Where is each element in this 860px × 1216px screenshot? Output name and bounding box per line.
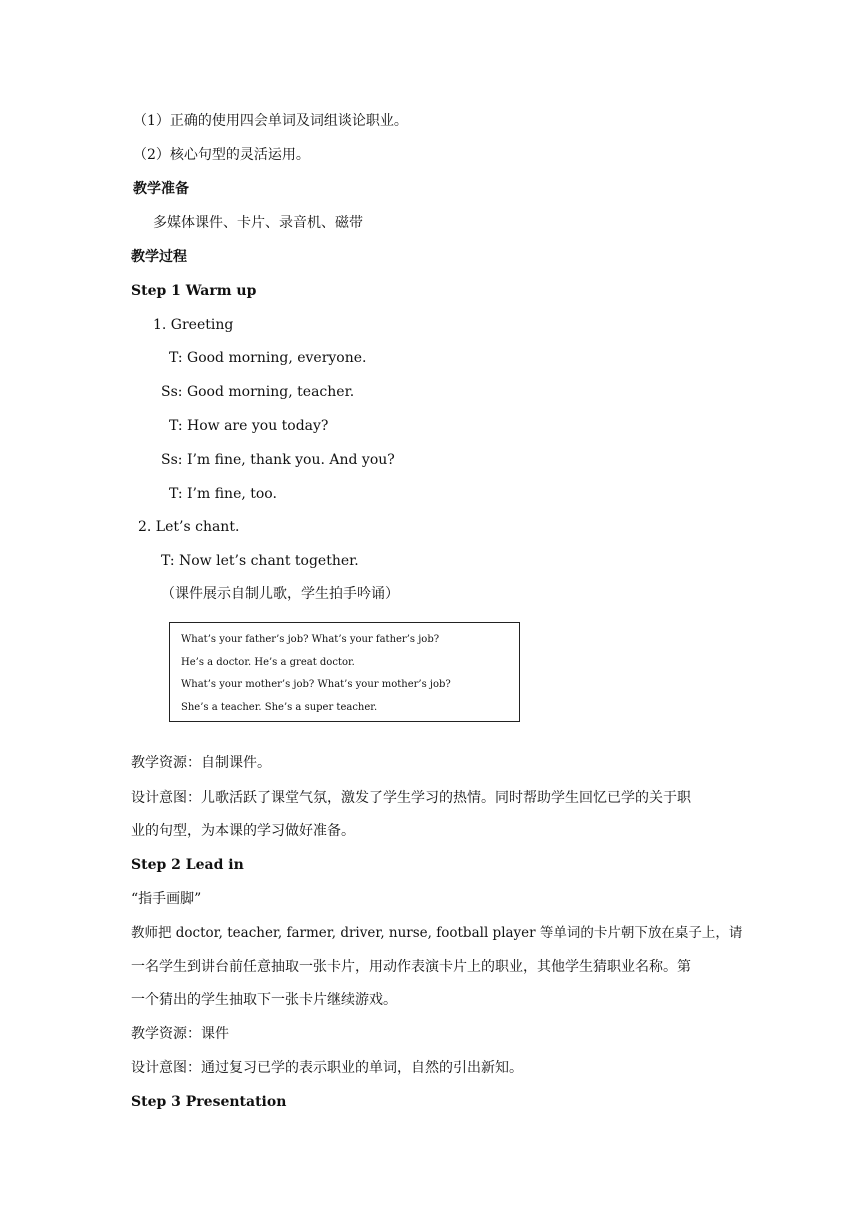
objective-2: （2）核心句型的灵活运用。 — [133, 147, 310, 163]
game-desc-line-1: 教师把 doctor, teacher, farmer, driver, nurse, football player 等单词的卡片朝下放在桌子上，请 — [131, 925, 743, 941]
chant-line: He’s a doctor. He’s a great doctor. — [181, 656, 355, 668]
dialogue-line: Ss: I’m fine, thank you. And you? — [161, 452, 395, 468]
prep-text: 多媒体课件、卡片、录音机、磁带 — [153, 215, 363, 231]
prep-heading: 教学准备 — [133, 181, 189, 197]
process-heading: 教学过程 — [131, 249, 187, 265]
step1-heading: Step 1 Warm up — [131, 283, 257, 299]
intent-1-line-2: 业的句型，为本课的学习做好准备。 — [131, 823, 355, 839]
game-desc-line-2: 一名学生到讲台前任意抽取一张卡片，用动作表演卡片上的职业，其他学生猜职业名称。第 — [131, 959, 691, 975]
dialogue-line: T: Good morning, everyone. — [169, 350, 367, 366]
step3-heading: Step 3 Presentation — [131, 1094, 287, 1110]
step2-heading: Step 2 Lead in — [131, 857, 244, 873]
resource-1: 教学资源：自制课件。 — [131, 755, 271, 771]
game-title: “指手画脚” — [131, 891, 202, 907]
dialogue-line: Ss: Good morning, teacher. — [161, 384, 355, 400]
chant-note: （课件展示自制儿歌，学生拍手吟诵） — [161, 586, 399, 602]
game-desc-line-3: 一个猜出的学生抽取下一张卡片继续游戏。 — [131, 992, 397, 1008]
dialogue-line: T: I’m fine, too. — [169, 486, 277, 502]
chant-line: What’s your mother’s job? What’s your mother’s job? — [181, 679, 451, 690]
chant-box — [169, 622, 520, 722]
greeting-title: 1. Greeting — [153, 317, 234, 333]
chant-instruction: T: Now let’s chant together. — [161, 553, 359, 569]
chant-title: 2. Let’s chant. — [138, 519, 240, 535]
resource-2: 教学资源：课件 — [131, 1026, 229, 1042]
objective-1: （1）正确的使用四会单词及词组谈论职业。 — [133, 113, 408, 129]
intent-2: 设计意图：通过复习已学的表示职业的单词，自然的引出新知。 — [131, 1060, 523, 1076]
chant-line: She’s a teacher. She’s a super teacher. — [181, 701, 378, 713]
chant-line: What’s your father’s job? What’s your father’s job? — [181, 634, 440, 645]
dialogue-line: T: How are you today? — [169, 418, 329, 434]
intent-1-line-1: 设计意图：儿歌活跃了课堂气氛，激发了学生学习的热情。同时帮助学生回忆已学的关于职 — [131, 790, 691, 806]
